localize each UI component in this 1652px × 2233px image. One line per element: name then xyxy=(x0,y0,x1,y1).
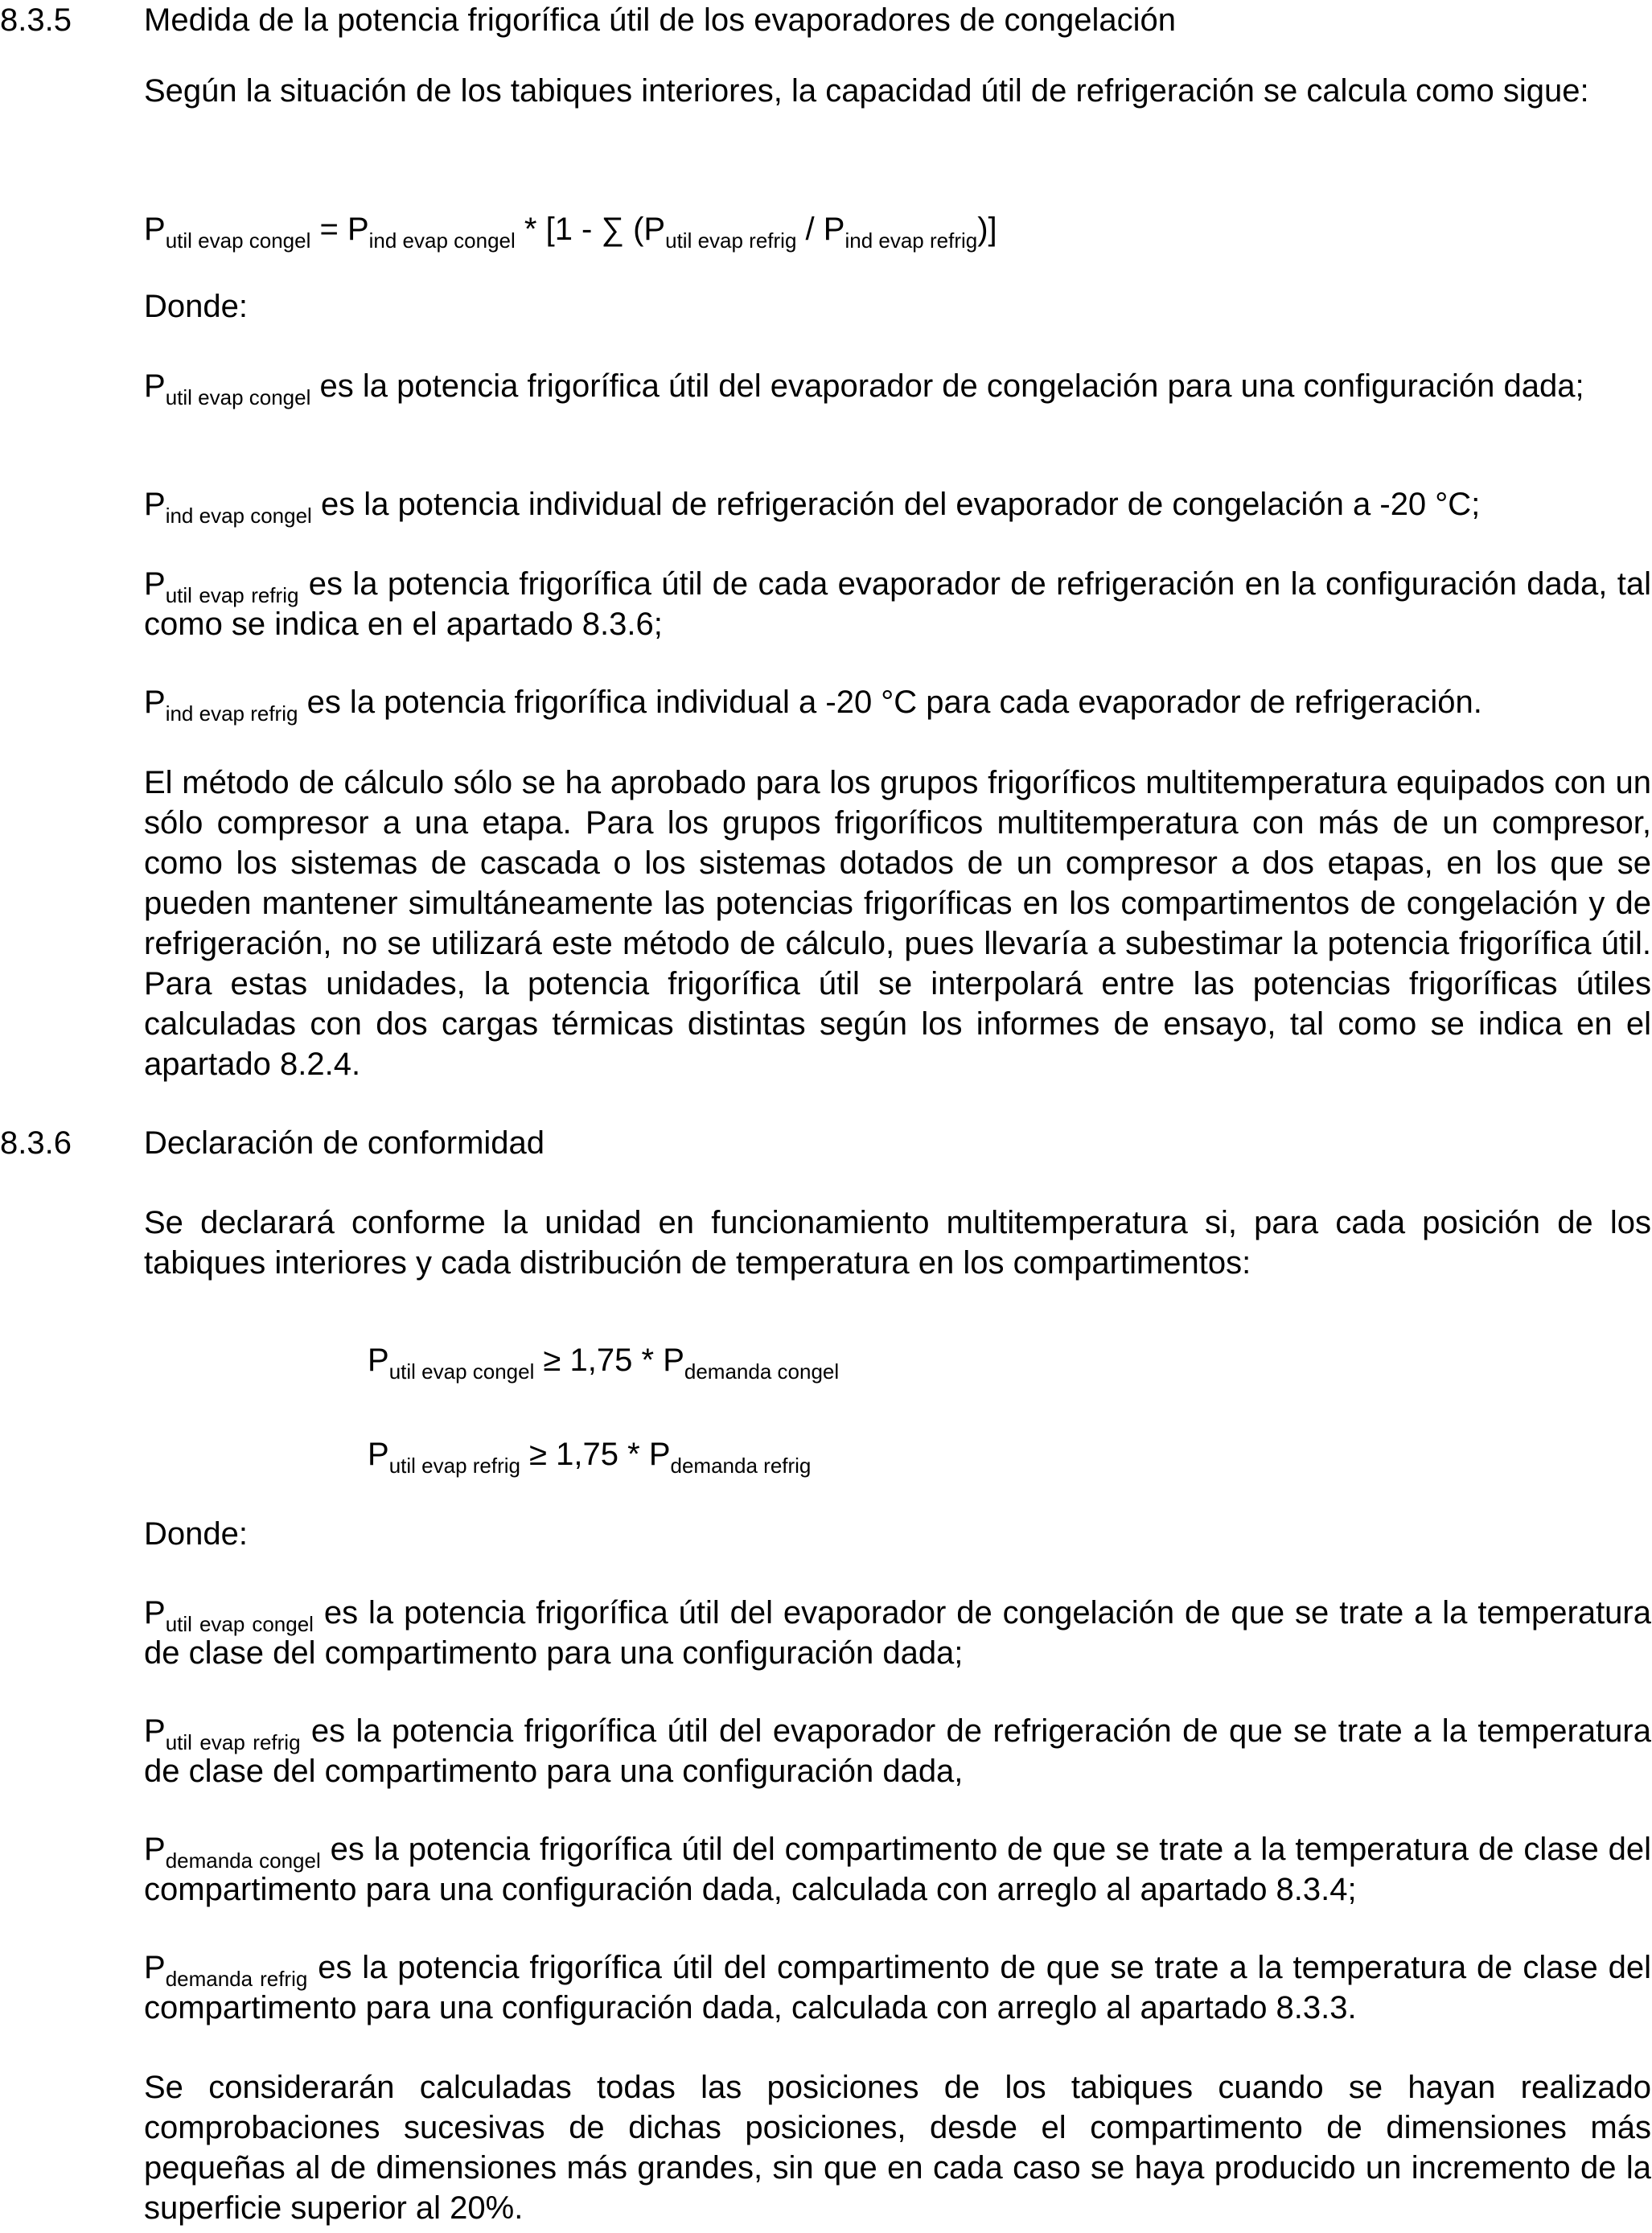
conformity-intro-paragraph: Se declarará conforme la unidad en funcionamiento multitemperatura si, para cada posición de los tabiques interiores y cada distribución de temperatura en los compartimentos: xyxy=(144,1205,1651,1281)
intro-paragraph: Según la situación de los tabiques interiores, la capacidad útil de refrigeración se calcula como sigue: xyxy=(144,73,1589,109)
donde-label: Donde: xyxy=(144,289,248,324)
closing-paragraph: Se considerarán calculadas todas las posiciones de los tabiques cuando se hayan realizado comprobaciones sucesivas de dichas posiciones, desde el compartimento de dimensiones más pequeñas al de dimensiones más grandes, sin que en cada caso se haya producido un incremento de la superficie superior al 20%. xyxy=(144,2070,1651,2226)
inequality-freezing: $P_{util evap congel} \ge 1,75 * P_{demanda congel}$ xyxy=(368,1343,840,1384)
definition-item: $P_{util evap refrig}$ es la potencia frigorífica útil del evaporador de refrigeración de que se trate a la temperatura de clase del compartimento para una configuración dada, xyxy=(144,1713,1651,1789)
section-title: Medida de la potencia frigorífica útil de los evaporadores de congelación xyxy=(144,2,1177,38)
definition-item: $P_{demanda refrig}$ es la potencia frigorífica útil del compartimento de que se trate a la temperatura de clase del compartimento para una configuración dada, calculada con arreglo al apartado 8.3.3. xyxy=(144,1950,1651,2025)
definition-item: $P_{util evap refrig}$ es la potencia frigorífica útil de cada evaporador de refrigeración en la configuración dada, tal como se indica en el apartado 8.3.6; xyxy=(144,566,1651,642)
definition-item: $P_{util evap congel}$ es la potencia frigorífica útil del evaporador de congelación de que se trate a la temperatura de clase del compartimento para una configuración dada; xyxy=(144,1595,1651,1671)
section-title: Declaración de conformidad xyxy=(144,1125,545,1161)
definition-item: $P_{demanda congel}$ es la potencia frigorífica útil del compartimento de que se trate a la temperatura de clase del compartimento para una configuración dada, calculada con arreglo al apartado 8.3.4; xyxy=(144,1832,1651,1907)
section-number: 8.3.6 xyxy=(0,1125,72,1161)
inequality-refrigeration: $P_{util evap refrig} \ge 1,75 * P_{demanda refrig}$ xyxy=(368,1437,812,1478)
formula-useful-freezing-power: $P_{util evap congel} = P_{ind evap congel} * [1$ - ∑ $(P_{util evap refrig} / P_{ind evap refrig})$] xyxy=(144,212,997,253)
section-number: 8.3.5 xyxy=(0,2,72,38)
donde-label: Donde: xyxy=(144,1516,248,1552)
method-paragraph: El método de cálculo sólo se ha aprobado para los grupos frigoríficos multitemperatura equipados con un sólo compresor a una etapa. Para los grupos frigoríficos multitemperatura con más de un compresor, como los sistemas de cascada o los sistemas dotados de un compresor a dos etapas, en los que se pueden mantener simultáneamente las potencias frigoríficas en los compartimentos de congelación y de refrigeración, no se utilizará este método de cálculo, pues llevaría a subestimar la potencia frigorífica útil. Para estas unidades, la potencia frigorífica útil se interpolará entre las potencias frigoríficas útiles calculadas con dos cargas térmicas distintas según los informes de ensayo, tal como se indica en el apartado 8.2.4. xyxy=(144,765,1651,1082)
definition-item: $P_{ind evap congel}$ es la potencia individual de refrigeración del evaporador de congelación a -20 °C; xyxy=(144,487,1481,528)
definition-item: $P_{ind evap refrig}$ es la potencia frigorífica individual a -20 °C para cada evaporador de refrigeración. xyxy=(144,685,1482,726)
definition-item: $P_{util evap congel}$ es la potencia frigorífica útil del evaporador de congelación para una configuración dada; xyxy=(144,368,1584,409)
